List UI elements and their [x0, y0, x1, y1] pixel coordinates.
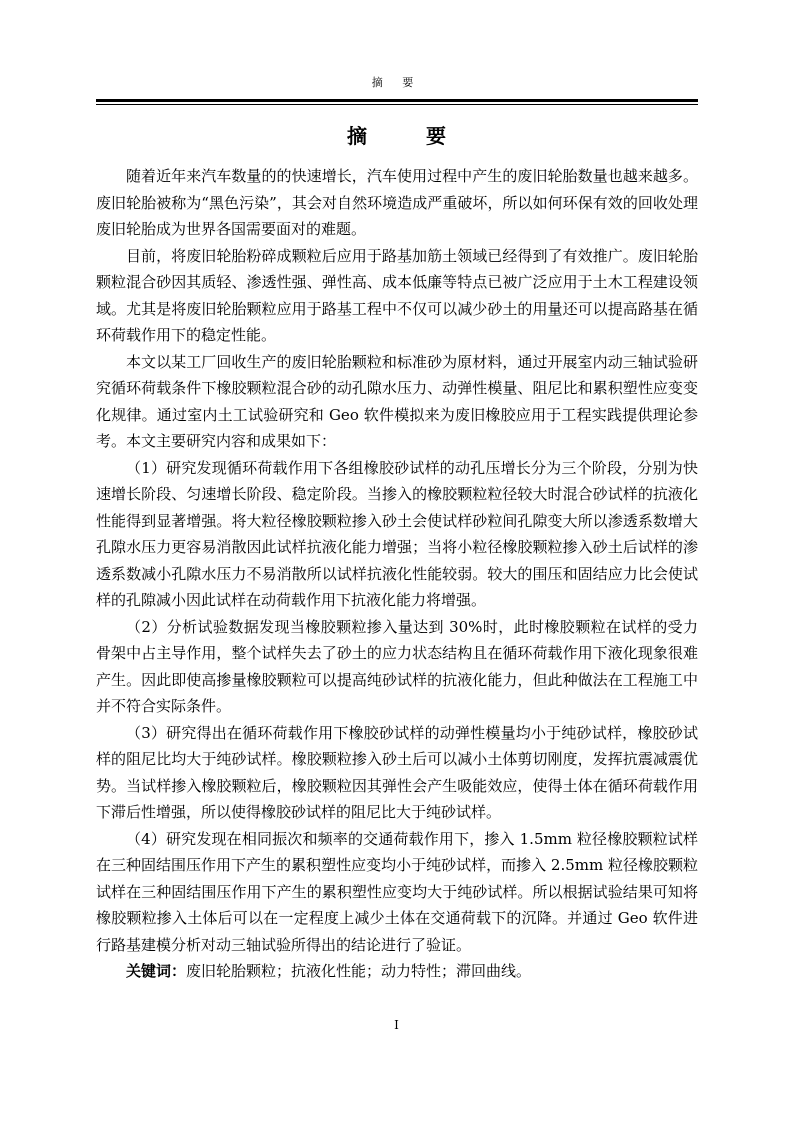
page-title: 摘 要 [347, 124, 472, 148]
header-rule-thick [96, 99, 698, 102]
page-number: I [394, 1018, 399, 1032]
paragraph-finding-3: （3）研究得出在循环荷载作用下橡胶砂试样的动弹性模量均小于纯砂试样，橡胶砂试样的阻尼比均大于纯砂试样。橡胶颗粒掺入砂土后可以减小土体剪切刚度，发挥抗震减震优势。当试样掺入橡胶颗粒后，橡胶颗粒因其弹性会产生吸能效应，使得土体在循环荷载作用下滞后性增强，所以使得橡胶砂试样的阻尼比大于纯砂试样。 [96, 723, 698, 821]
paragraph-background: 目前，将废旧轮胎粉碎成颗粒后应用于路基加筋土领域已经得到了有效推广。废旧轮胎颗粒混合砂因其质轻、渗透性强、弹性高、成本低廉等特点已被广泛应用于土木工程建设领域。尤其是将废旧轮胎颗粒应用于路基工程中不仅可以减少砂土的用量还可以提高路基在循环荷载作用下的稳定性能。 [96, 246, 698, 344]
keywords-text: 废旧轮胎颗粒；抗液化性能；动力特性；滞回曲线。 [186, 962, 532, 980]
paragraph-finding-1: （1）研究发现循环荷载作用下各组橡胶砂试样的动孔压增长分为三个阶段，分别为快速增长阶段、匀速增长阶段、稳定阶段。当掺入的橡胶颗粒粒径较大时混合砂试样的抗液化性能得到显著增强。将大粒径橡胶颗粒掺入砂土会使试样砂粒间孔隙变大所以渗透系数增大孔隙水压力更容易消散因此试样抗液化能力增强；当将小粒径橡胶颗粒掺入砂土后试样的渗透系数减小孔隙水压力不易消散所以试样抗液化性能较弱。较大的围压和固结应力比会使试样的孔隙减小因此试样在动荷载作用下抗液化能力将增强。 [96, 458, 698, 609]
running-header: 摘 要 [371, 76, 422, 89]
paragraph-intro: 随着近年来汽车数量的的快速增长，汽车使用过程中产生的废旧轮胎数量也越来越多。废旧轮胎被称为“黑色污染”，其会对自然环境造成严重破坏，所以如何环保有效的回收处理废旧轮胎成为世界各国需要面对的难题。 [96, 167, 698, 238]
paragraph-method: 本文以某工厂回收生产的废旧轮胎颗粒和标准砂为原材料，通过开展室内动三轴试验研究循环荷载条件下橡胶颗粒混合砂的动孔隙水压力、动弹性模量、阻尼比和累积塑性应变变化规律。通过室内土工试验研究和 Geo 软件模拟来为废旧橡胶应用于工程实践提供理论参考。本文主要研究内容和成果如下： [96, 352, 698, 450]
paragraph-finding-4: （4）研究发现在相同振次和频率的交通荷载作用下，掺入 1.5mm 粒径橡胶颗粒试样在三种固结围压作用下产生的累积塑性应变均小于纯砂试样，而掺入 2.5mm 粒径橡胶颗粒试样在三种固结围压作用下产生的累积塑性应变均大于纯砂试样。所以根据试验结果可知将橡胶颗粒掺入土体后可以在一定程度上减少土体在交通荷载下的沉降。并通过 Geo 软件进行路基建模分析对动三轴试验所得出的结论进行了验证。 [96, 829, 698, 954]
keywords-line [96, 958, 698, 985]
keywords-label: 关键词： [126, 962, 187, 980]
paragraph-finding-2: （2）分析试验数据发现当橡胶颗粒掺入量达到 30%时，此时橡胶颗粒在试样的受力骨架中占主导作用，整个试样失去了砂土的应力状态结构且在循环荷载作用下液化现象很难产生。因此即使高掺量橡胶颗粒可以提高纯砂试样的抗液化能力，但此种做法在工程施工中并不符合实际条件。 [96, 617, 698, 715]
abstract-body [96, 163, 698, 985]
header-rule-thin [96, 104, 698, 105]
